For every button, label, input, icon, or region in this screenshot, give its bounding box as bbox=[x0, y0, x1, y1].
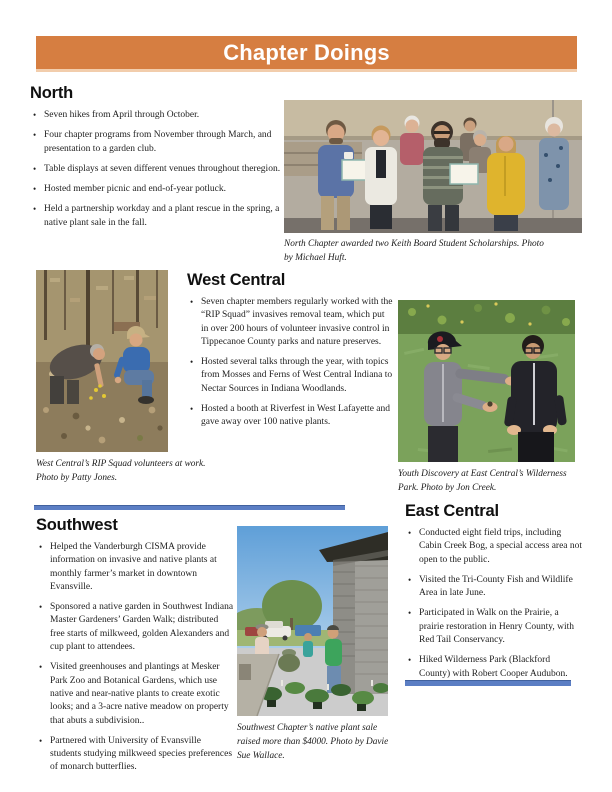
west-central-rip-squad-photo bbox=[36, 270, 168, 452]
southwest-photo-caption: Southwest Chapter’s native plant sale raised more than $4000. Photo by Davie Sue Wallace. bbox=[237, 723, 389, 761]
bullet-item: • Hosted a booth at Riverfest in West Lafayette and gave away over 100 native plants. bbox=[187, 403, 393, 430]
bullet-item: • Held a partnership workday and a plant rescue in the spring, a native plant sale in the fall. bbox=[30, 203, 284, 230]
bullet-item: • Hosted member picnic and end-of-year potluck. bbox=[30, 183, 284, 196]
section-southwest bbox=[36, 516, 234, 782]
bullet-item: • Visited greenhouses and plantings at Mesker Park Zoo and Botanical Gardens, which use native and near-native plants to create exotic looks; and a 3-acre native meadow on property that abuts a subdivision.. bbox=[36, 661, 234, 727]
section-north-bullets bbox=[30, 109, 284, 230]
north-photo-caption: North Chapter awarded two Keith Board Student Scholarships. Photo by Michael Huft. bbox=[284, 239, 544, 263]
bullet-item: • Conducted eight field trips, including Cabin Creek Bog, a special access area not open to the public. bbox=[405, 527, 583, 567]
page-title-banner bbox=[36, 36, 577, 72]
section-west-central-bullets bbox=[187, 296, 393, 430]
youth-discovery-photo bbox=[398, 300, 575, 462]
divider-right-column bbox=[405, 680, 571, 686]
bullet-item: • Hosted several talks through the year, with topics from Mosses and Ferns of West Central Indiana to Nectar Sources in Indiana Woodlands. bbox=[187, 356, 393, 396]
bullet-item: • Participated in Walk on the Prairie, a prairie restoration in Henry County, with Red Tail Conservancy. bbox=[405, 607, 583, 647]
north-scholarship-photo-art bbox=[284, 100, 582, 233]
bullet-item: • Seven hikes from April through October. bbox=[30, 109, 284, 122]
section-southwest-bullets bbox=[36, 541, 234, 775]
southwest-plant-sale-photo bbox=[237, 526, 388, 716]
section-southwest-heading: Southwest bbox=[36, 516, 118, 534]
bullet-item: • Hiked Wilderness Park (Blackford County) with Robert Cooper Audubon. bbox=[405, 654, 583, 681]
section-east-central-heading: East Central bbox=[405, 502, 499, 520]
southwest-photo-art bbox=[237, 526, 388, 716]
bullet-item: • Table displays at seven different venues throughout theregion. bbox=[30, 163, 284, 176]
section-west-central-heading: West Central bbox=[187, 271, 286, 289]
section-west-central bbox=[187, 271, 393, 437]
bullet-item: • Visited the Tri-County Fish and Wildlife Area in late June. bbox=[405, 574, 583, 601]
bullet-item: • Sponsored a native garden in Southwest Indiana Master Gardeners’ Garden Walk; distributed free starts of milkweed, golden Alexanders and cup plant to attendees. bbox=[36, 601, 234, 654]
bullet-item: • Partnered with University of Evansville students studying milkweed species preferences of monarch butterflies. bbox=[36, 735, 234, 775]
bullet-item: • Four chapter programs from November through March, and presentation to a garden club. bbox=[30, 129, 284, 156]
north-scholarship-photo bbox=[284, 100, 582, 233]
youth-discovery-photo-art bbox=[398, 300, 575, 462]
bullet-item: • Seven chapter members regularly worked with the “RIP Squad” invasives removal team, which put in over 200 hours of volunteer invasive control in Tippecanoe County parks and nature preserves. bbox=[187, 296, 393, 349]
section-north bbox=[30, 84, 284, 237]
west-central-photo-art bbox=[36, 270, 168, 452]
section-north-heading: North bbox=[30, 84, 73, 102]
youth-photo-caption: Youth Discovery at East Central’s Wilderness Park. Photo by Jon Creek. bbox=[398, 469, 567, 493]
divider-left-column bbox=[34, 505, 345, 510]
west-central-photo-caption: West Central’s RIP Squad volunteers at work. Photo by Patty Jones. bbox=[36, 459, 206, 483]
bullet-item: • Helped the Vanderburgh CISMA provide information on invasive and native plants at monthly farmer’s market in downtown Evansville. bbox=[36, 541, 234, 594]
page-title: Chapter Doings bbox=[223, 39, 390, 65]
section-east-central-bullets bbox=[405, 527, 583, 681]
section-east-central bbox=[405, 502, 583, 688]
